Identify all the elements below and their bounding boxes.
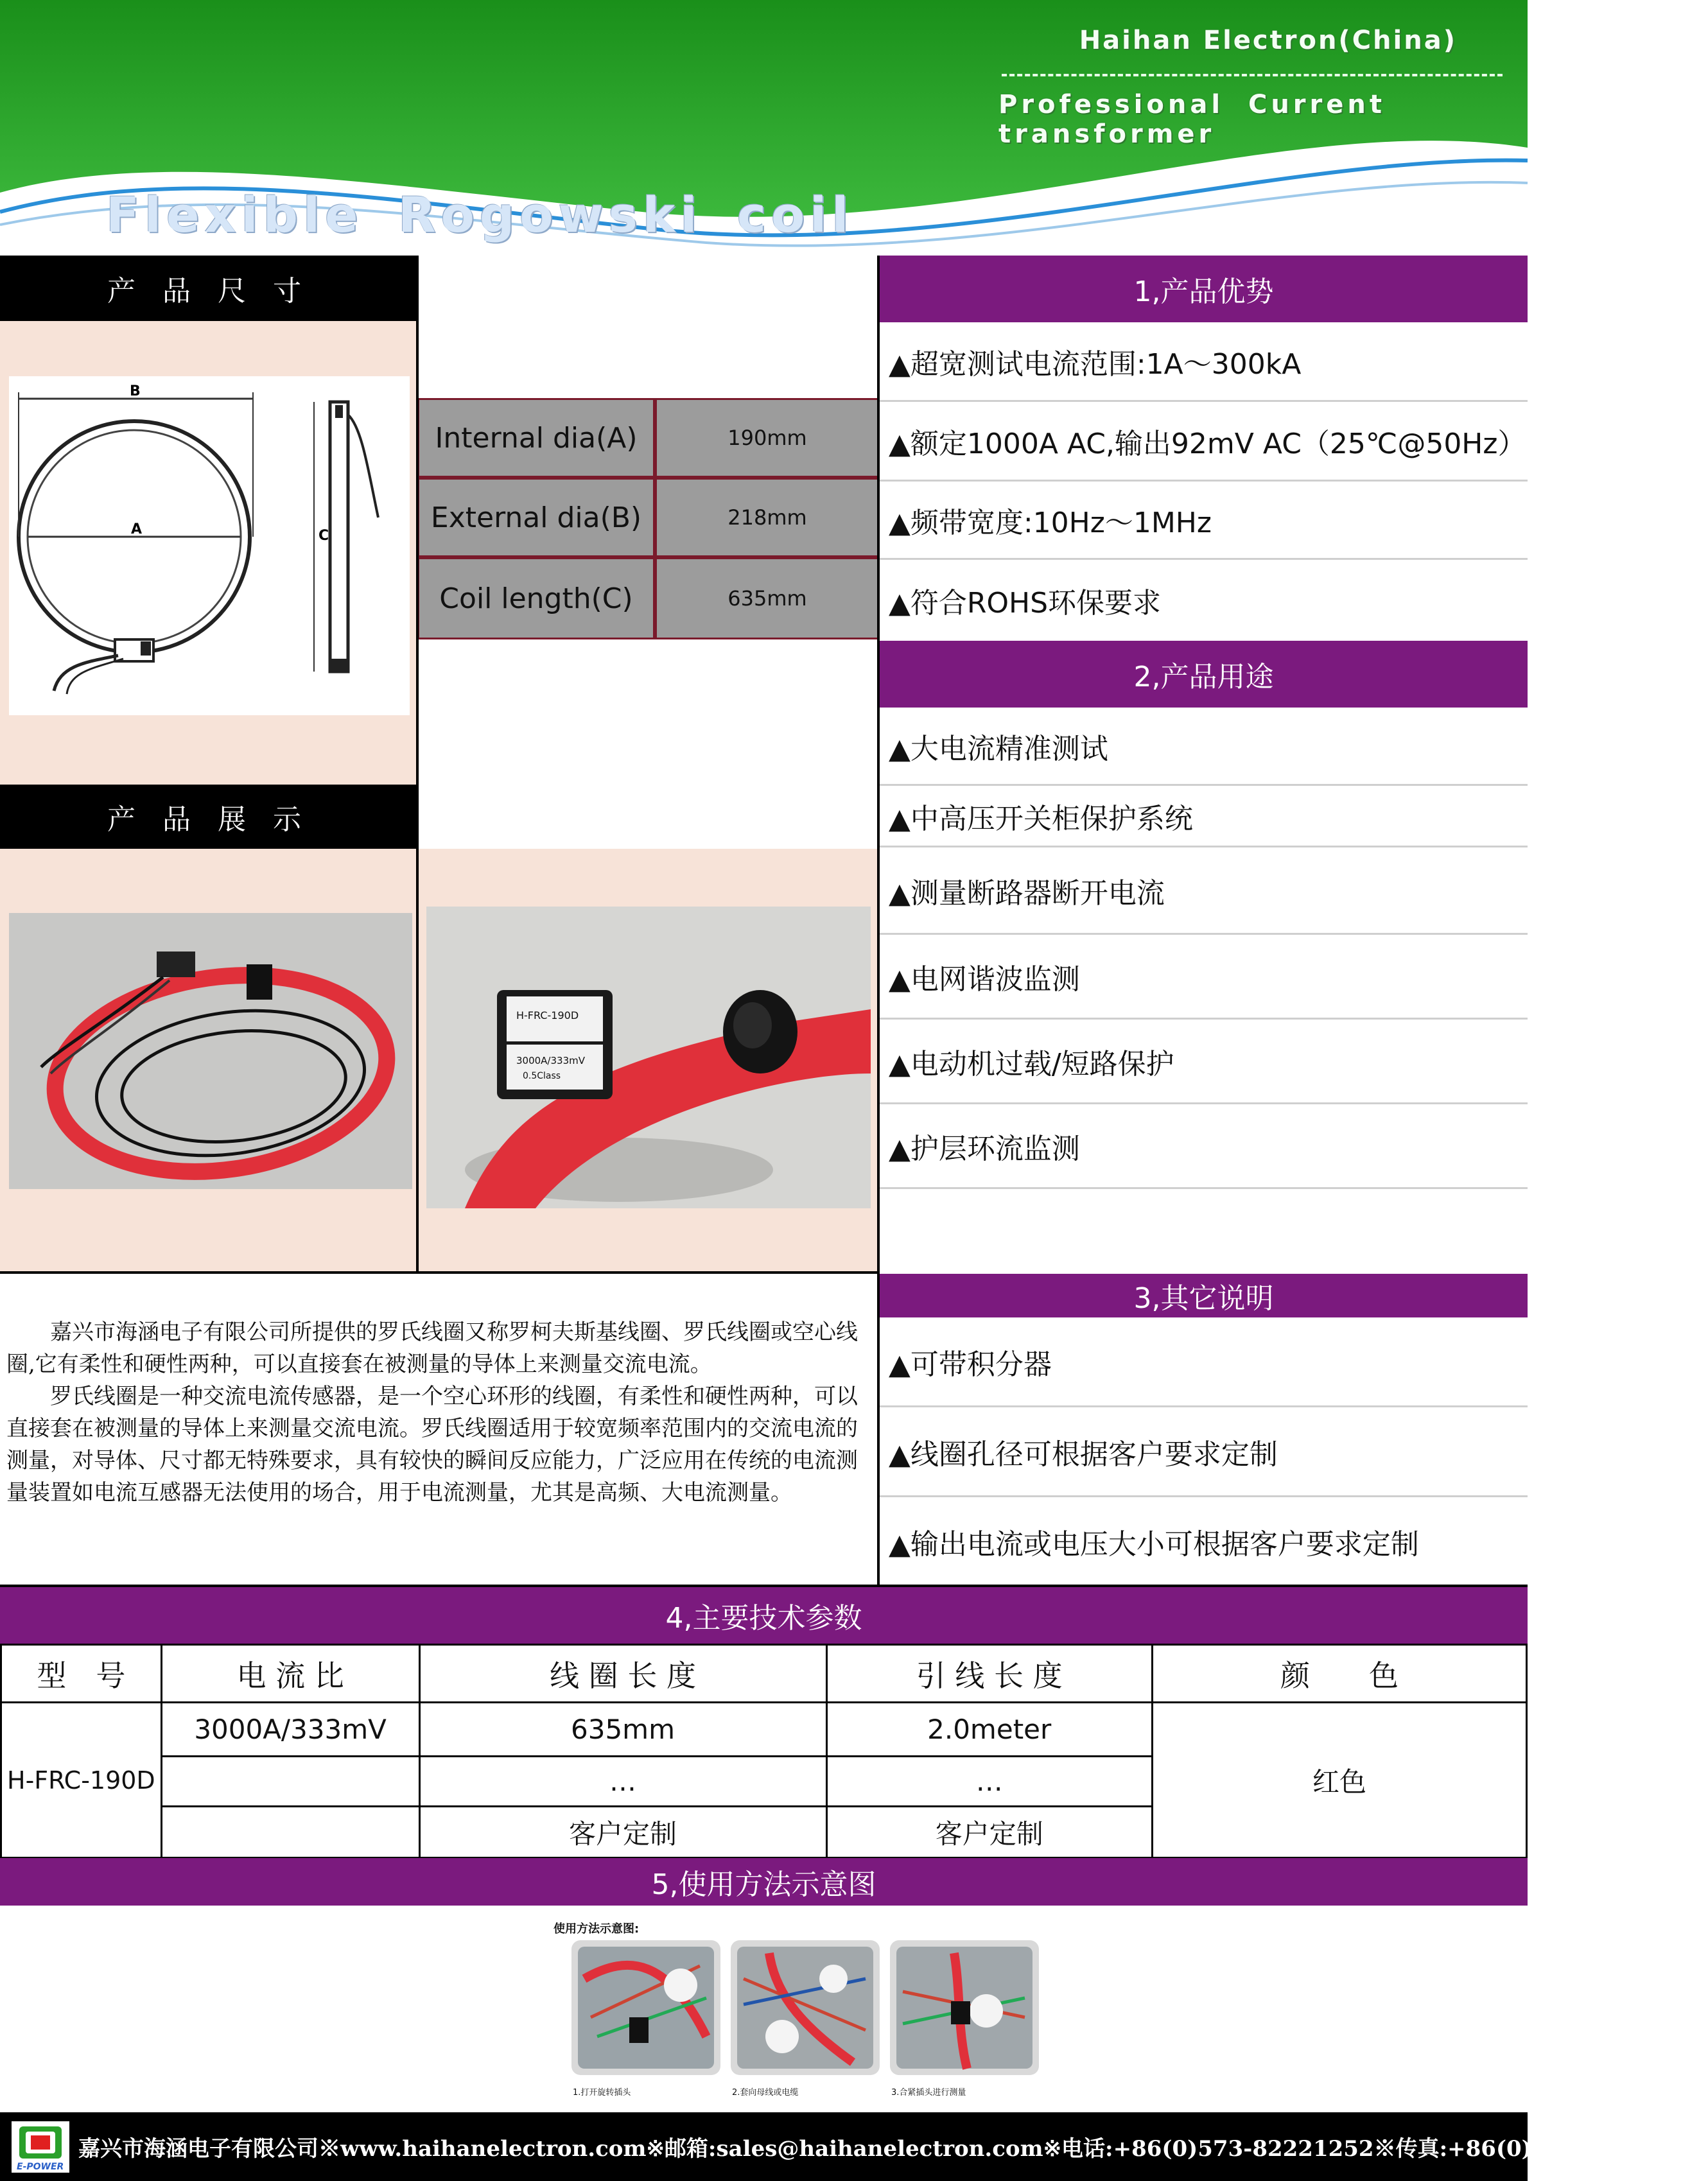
- dim-value-external: 218mm: [655, 478, 880, 557]
- dim-label-coil-length: Coil length(C): [417, 557, 655, 639]
- usage-step-3-label: 3.合紧插头进行测量: [891, 2088, 966, 2098]
- cell-lead: 2.0meter: [826, 1703, 1152, 1757]
- other-heading: 3,其它说明: [880, 1274, 1528, 1317]
- cell-ratio: [161, 1757, 419, 1807]
- drawing-label-a: A: [131, 521, 143, 537]
- coil-dimension-drawing: [9, 376, 410, 715]
- cell-ratio: 3000A/333mV: [161, 1703, 419, 1757]
- usage-step-3-photo: [890, 1940, 1039, 2075]
- display-heading: 产 品 展 示: [0, 785, 417, 849]
- cell-lead: …: [826, 1757, 1152, 1807]
- cell-model: H-FRC-190D: [1, 1703, 162, 1858]
- usage-step-1-photo: [571, 1940, 720, 2075]
- usage-step-1-label: 1.打开旋转插头: [573, 2088, 631, 2098]
- advantages-heading: 1,产品优势: [880, 256, 1528, 322]
- divider-line: [0, 1271, 880, 1274]
- cell-coil: 635mm: [419, 1703, 826, 1757]
- dim-label-internal: Internal dia(A): [417, 398, 655, 478]
- usage-step-2-photo: [731, 1940, 880, 2075]
- table-row: [1, 1703, 1527, 1757]
- cell-ratio: [161, 1807, 419, 1858]
- description-paragraph-1: 嘉兴市海涵电子有限公司所提供的罗氏线圈又称罗柯夫斯基线圈、罗氏线圈或空心线圈,它有柔性和硬性两种，可以直接套在被测量的导体上来测量交流电流。: [6, 1319, 858, 1377]
- footer-contact: 嘉兴市海涵电子有限公司※www.haihanelectron.com※邮箱:sales@haihanelectron.com※电话:+86(0)573-82221252※传真:+86(0)573-82220773: [78, 2136, 1708, 2162]
- cell-coil: 客户定制: [419, 1807, 826, 1858]
- company-description: [6, 1316, 873, 1509]
- other-item: ▲输出电流或电压大小可根据客户要求定制: [880, 1497, 1528, 1586]
- use-item: ▲中高压开关柜保护系统: [880, 786, 1528, 847]
- divider-line: [416, 256, 419, 1274]
- other-item: ▲可带积分器: [880, 1317, 1528, 1407]
- col-header-ratio: 电 流 比: [161, 1645, 419, 1703]
- col-header-coil-length: 线 圈 长 度: [419, 1645, 826, 1703]
- use-item: ▲护层环流监测: [880, 1104, 1528, 1189]
- use-item: ▲电网谐波监测: [880, 935, 1528, 1020]
- product-photo-panel-2: [417, 849, 880, 1274]
- drawing-label-c: C: [318, 528, 329, 544]
- use-item: ▲大电流精准测试: [880, 708, 1528, 786]
- header-tagline: Professional Current transformer: [998, 90, 1386, 149]
- uses-heading: 2,产品用途: [880, 641, 1528, 708]
- description-paragraph-2: 罗氏线圈是一种交流电流传感器，是一个空心环形的线圈，有柔性和硬性两种，可以直接套在被测量的导体上来测量交流电流。罗氏线圈适用于较宽频率范围内的交流电流的测量，对导体、尺寸都无特殊要求，具有较快的瞬间反应能力，广泛应用在传统的电流测量装置如电流互感器无法使用的场合，用于电流测量，尤其是高频、大电流测量。: [6, 1384, 858, 1506]
- page-header: [0, 0, 1528, 250]
- dimensions-spacer-top: [417, 256, 880, 398]
- company-logo-icon: [12, 2121, 69, 2173]
- specs-table: [0, 1644, 1528, 1859]
- product-photo-panel-1: [0, 849, 417, 1274]
- uses-spacer: [880, 1189, 1528, 1274]
- header-company: Haihan Electron(China): [1079, 26, 1457, 55]
- usage-step-2-label: 2.套向母线或电缆: [732, 2088, 799, 2098]
- advantage-item: ▲超宽测试电流范围:1A～300kA: [880, 322, 1528, 402]
- header-divider: [1002, 74, 1503, 76]
- page-title: Flexible Rogowski coil: [106, 186, 854, 243]
- advantage-item: ▲符合ROHS环保要求: [880, 560, 1528, 641]
- use-item: ▲电动机过载/短路保护: [880, 1020, 1528, 1104]
- table-header-row: [1, 1645, 1527, 1703]
- dim-value-coil-length: 635mm: [655, 557, 880, 639]
- drawing-label-b: B: [130, 383, 141, 399]
- usage-diagram: [539, 1920, 1053, 2099]
- photo-label-class: 0.5Class: [523, 1071, 561, 1081]
- logo-text: E-POWER: [17, 2161, 64, 2172]
- col-header-lead-length: 引 线 长 度: [826, 1645, 1152, 1703]
- other-item: ▲线圈孔径可根据客户要求定制: [880, 1407, 1528, 1497]
- advantage-item: ▲频带宽度:10Hz～1MHz: [880, 482, 1528, 560]
- usage-caption: 使用方法示意图:: [553, 1922, 640, 1936]
- cell-coil: …: [419, 1757, 826, 1807]
- cell-color: 红色: [1152, 1703, 1526, 1858]
- col-header-model: 型 号: [1, 1645, 162, 1703]
- specs-heading: 4,主要技术参数: [0, 1587, 1528, 1644]
- use-item: ▲测量断路器断开电流: [880, 847, 1528, 935]
- company-logo: [12, 2121, 69, 2173]
- advantage-item: ▲额定1000A AC,输出92mV AC（25℃@50Hz）: [880, 402, 1528, 482]
- cell-lead: 客户定制: [826, 1807, 1152, 1858]
- dimensions-heading: 产 品 尺 寸: [0, 256, 417, 321]
- dimension-drawing-panel: [0, 321, 417, 785]
- coil-photo-closeup: [426, 907, 871, 1208]
- photo-label-model: H-FRC-190D: [516, 1009, 579, 1021]
- photo-label-ratio: 3000A/333mV: [516, 1055, 585, 1066]
- usage-heading: 5,使用方法示意图: [0, 1858, 1528, 1906]
- coil-photo-full: [9, 913, 412, 1189]
- dim-value-internal: 190mm: [655, 398, 880, 478]
- dim-label-external: External dia(B): [417, 478, 655, 557]
- page-footer: [0, 2112, 1708, 2181]
- col-header-color: 颜 色: [1152, 1645, 1526, 1703]
